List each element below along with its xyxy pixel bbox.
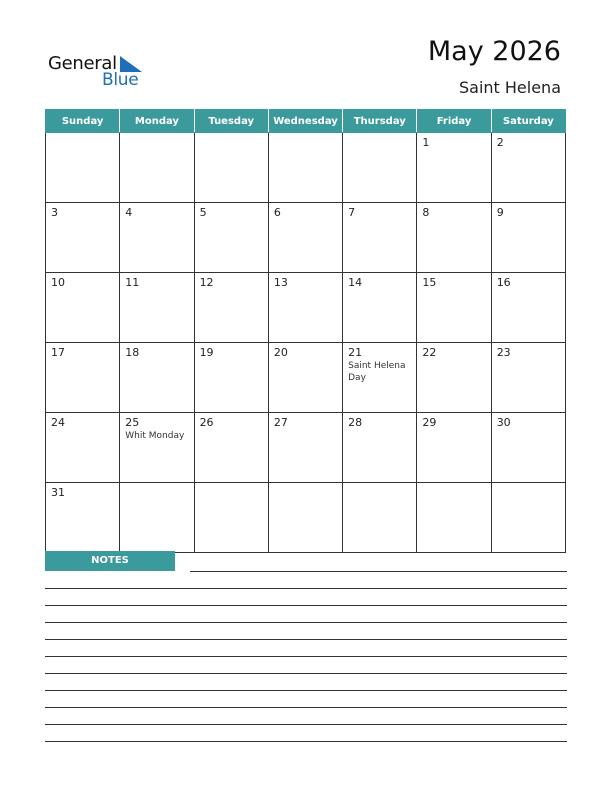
calendar-day-cell xyxy=(491,413,565,483)
calendar-day-cell xyxy=(491,203,565,273)
day-number: 11 xyxy=(125,276,140,289)
day-number: 1 xyxy=(422,136,430,149)
calendar-day-cell xyxy=(120,413,194,483)
day-number: 15 xyxy=(422,276,437,289)
calendar-day-cell xyxy=(343,133,417,203)
day-number: 14 xyxy=(348,276,363,289)
day-number: 31 xyxy=(51,486,65,499)
calendar-day-cell xyxy=(343,273,417,343)
holiday-label: Whit Monday xyxy=(125,431,185,441)
day-number: 27 xyxy=(273,416,288,429)
brand-blue-text: Blue xyxy=(102,70,139,90)
notes-label: NOTES xyxy=(45,551,175,571)
calendar-day-cell xyxy=(268,343,342,413)
calendar-day-cell xyxy=(46,343,120,413)
note-line xyxy=(45,622,567,623)
note-line xyxy=(45,707,567,708)
calendar-day-cell xyxy=(194,273,268,343)
day-number: 4 xyxy=(125,206,133,219)
calendar-day-cell xyxy=(491,483,565,553)
day-number: 2 xyxy=(496,136,504,149)
calendar-day-cell xyxy=(343,203,417,273)
note-line xyxy=(45,741,567,742)
day-number: 6 xyxy=(273,206,281,219)
calendar-day-cell xyxy=(268,133,342,203)
page-subtitle: Saint Helena xyxy=(458,78,561,97)
calendar-grid xyxy=(45,109,566,553)
note-line xyxy=(45,724,567,725)
day-number: 13 xyxy=(273,276,288,289)
calendar-day-cell xyxy=(46,413,120,483)
calendar-week-row xyxy=(46,133,566,203)
calendar-day-cell xyxy=(343,343,417,413)
day-number: 7 xyxy=(348,206,356,219)
calendar-week-row xyxy=(46,203,566,273)
day-number: 18 xyxy=(125,346,140,359)
calendar-day-cell xyxy=(491,133,565,203)
day-number: 25 xyxy=(125,416,140,429)
calendar-week-row xyxy=(46,273,566,343)
day-number: 16 xyxy=(496,276,511,289)
calendar-day-cell xyxy=(491,273,565,343)
calendar-day-cell xyxy=(120,203,194,273)
day-number: 12 xyxy=(199,276,214,289)
day-number: 3 xyxy=(51,206,58,219)
day-number: 23 xyxy=(496,346,511,359)
note-line xyxy=(45,690,567,691)
calendar-day-cell xyxy=(491,343,565,413)
holiday-label: Saint Helena Day xyxy=(348,361,406,383)
day-number: 30 xyxy=(496,416,511,429)
note-line xyxy=(190,571,567,572)
day-number: 19 xyxy=(199,346,214,359)
day-number: 21 xyxy=(348,346,363,359)
weekday-header-row xyxy=(46,110,566,133)
calendar-day-cell xyxy=(46,483,120,553)
calendar-day-cell xyxy=(268,413,342,483)
calendar-day-cell xyxy=(417,483,491,553)
calendar-day-cell xyxy=(46,203,120,273)
calendar-day-cell xyxy=(417,343,491,413)
calendar-day-cell xyxy=(194,133,268,203)
day-number: 8 xyxy=(422,206,430,219)
weekday-header: Thursday xyxy=(343,110,417,133)
calendar-day-cell xyxy=(46,133,120,203)
calendar-day-cell xyxy=(120,483,194,553)
brand-logo xyxy=(48,52,158,92)
day-number: 29 xyxy=(422,416,437,429)
weekday-header: Saturday xyxy=(491,110,565,133)
weekday-header: Wednesday xyxy=(268,110,342,133)
calendar-day-cell xyxy=(120,133,194,203)
day-number: 10 xyxy=(51,276,65,289)
calendar-day-cell xyxy=(417,273,491,343)
day-number: 17 xyxy=(51,346,65,359)
weekday-header: Friday xyxy=(417,110,491,133)
weekday-header: Monday xyxy=(120,110,194,133)
calendar-day-cell xyxy=(417,203,491,273)
calendar-day-cell xyxy=(343,413,417,483)
day-number: 26 xyxy=(199,416,214,429)
calendar-week-row xyxy=(46,343,566,413)
calendar-day-cell xyxy=(120,273,194,343)
note-line xyxy=(45,673,567,674)
calendar-day-cell xyxy=(417,413,491,483)
calendar-day-cell xyxy=(268,483,342,553)
day-number: 9 xyxy=(496,206,504,219)
calendar-day-cell xyxy=(194,203,268,273)
calendar-week-row xyxy=(46,413,566,483)
day-number: 20 xyxy=(273,346,288,359)
weekday-header: Sunday xyxy=(46,110,120,133)
note-line xyxy=(45,639,567,640)
note-line xyxy=(45,605,567,606)
day-number: 22 xyxy=(422,346,437,359)
day-number: 28 xyxy=(348,416,363,429)
calendar-day-cell xyxy=(268,273,342,343)
brand-general-text: General xyxy=(48,53,117,74)
note-line xyxy=(45,656,567,657)
calendar-week-row xyxy=(46,483,566,553)
calendar-day-cell xyxy=(194,343,268,413)
weekday-header: Tuesday xyxy=(194,110,268,133)
page-title: May 2026 xyxy=(427,36,561,67)
calendar-day-cell xyxy=(194,413,268,483)
calendar-day-cell xyxy=(268,203,342,273)
calendar-day-cell xyxy=(120,343,194,413)
note-line xyxy=(45,588,567,589)
calendar-day-cell xyxy=(46,273,120,343)
day-number: 24 xyxy=(51,416,65,429)
calendar-day-cell xyxy=(417,133,491,203)
calendar-day-cell xyxy=(194,483,268,553)
day-number: 5 xyxy=(199,206,207,219)
calendar-day-cell xyxy=(343,483,417,553)
